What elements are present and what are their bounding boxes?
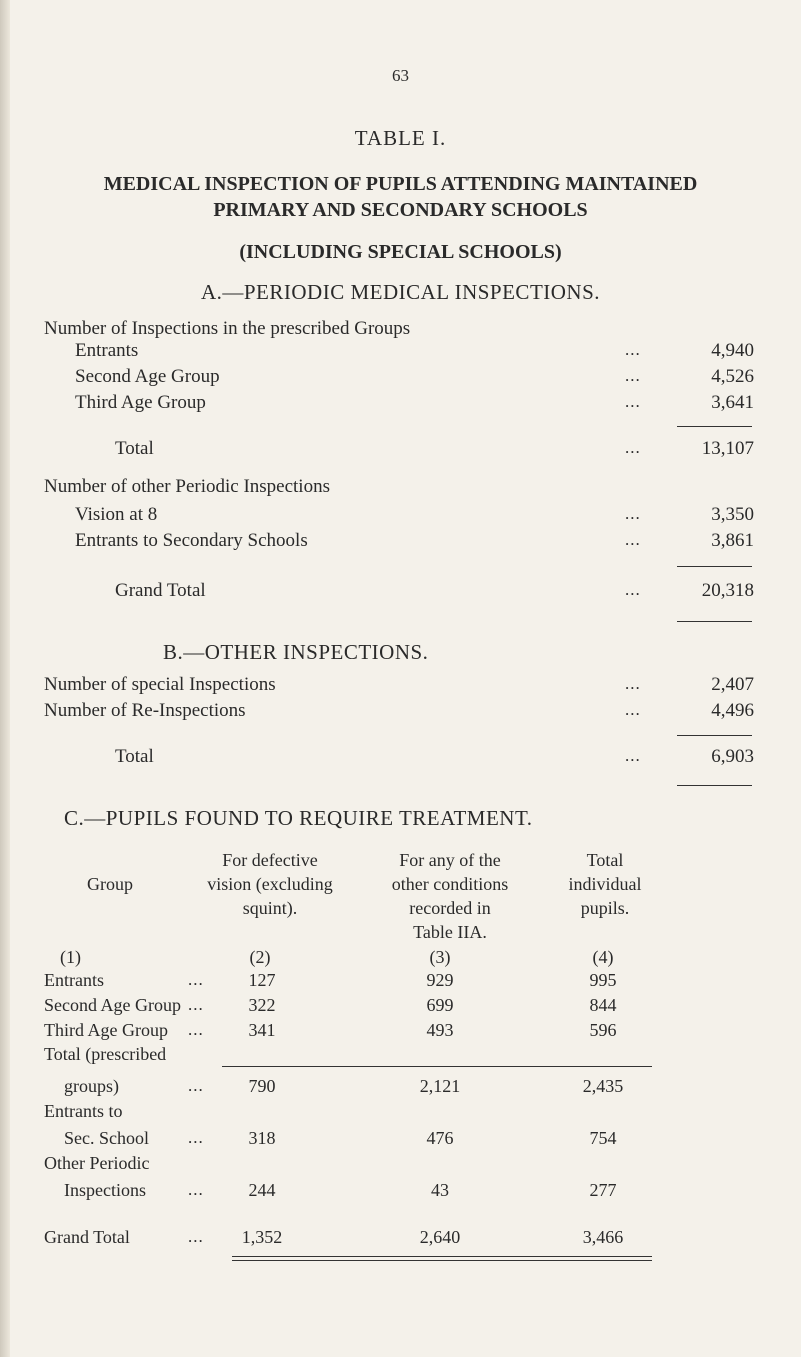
total-rule (677, 785, 752, 786)
c-row-label-total-prescribed-line1: Total (prescribed (44, 1044, 167, 1064)
row-label-second-age: Second Age Group (75, 366, 220, 387)
col-num-4: (4) (592, 947, 614, 967)
col-header-vision-line1: For defective (222, 850, 318, 870)
c-third-age-total: 596 (589, 1020, 617, 1040)
c-row-label-second-age: Second Age Group (44, 995, 181, 1015)
leader-dots: ... (625, 580, 641, 599)
section-a-title: A.—PERIODIC MEDICAL INSPECTIONS. (200, 280, 601, 304)
section-c-title: C.—PUPILS FOUND TO REQUIRE TREATMENT. (64, 806, 533, 830)
subtotal-rule (677, 426, 752, 427)
col-header-other-line3: recorded in (409, 898, 491, 918)
row-label-entrants-secondary: Entrants to Secondary Schools (75, 530, 308, 551)
c-entrants-sec-total: 754 (589, 1128, 617, 1148)
col-num-1: (1) (60, 947, 81, 967)
value-third-age: 3,641 (711, 392, 754, 413)
c-entrants-total: 995 (589, 970, 617, 990)
subtotal-rule (677, 566, 752, 567)
leader-dots: ... (625, 530, 641, 549)
leader-dots: ... (625, 674, 641, 693)
value-entrants: 4,940 (711, 340, 754, 361)
leader-dots: ... (625, 340, 641, 359)
heading-line-1: MEDICAL INSPECTION OF PUPILS ATTENDING MAINTAINED (103, 173, 698, 195)
c-other-periodic-other: 43 (431, 1180, 449, 1200)
table-title: TABLE I. (354, 126, 447, 150)
page-number: 63 (392, 66, 409, 85)
row-label-vision: Vision at 8 (75, 504, 158, 525)
col-header-other-line2: other conditions (391, 874, 509, 894)
col-header-group: Group (87, 874, 133, 894)
c-third-age-other: 493 (426, 1020, 454, 1040)
col-num-3: (3) (429, 947, 451, 967)
other-periodic-label: Number of other Periodic Inspections (44, 476, 330, 497)
table-bottom-rule (232, 1256, 652, 1257)
col-header-total-line1: Total (586, 850, 624, 870)
leader-dots: ... (625, 700, 641, 719)
c-entrants-other: 929 (426, 970, 454, 990)
c-total-prescribed-total: 2,435 (582, 1076, 624, 1096)
value-vision: 3,350 (711, 504, 754, 525)
col-header-vision-line2: vision (excluding (207, 874, 333, 894)
total-value: 13,107 (701, 438, 754, 459)
leader-dots: ... (188, 1128, 204, 1147)
c-row-label-third-age: Third Age Group (44, 1020, 168, 1040)
c-second-age-other: 699 (426, 995, 454, 1015)
leader-dots: ... (625, 366, 641, 385)
c-entrants-vision: 127 (248, 970, 276, 990)
value-special: 2,407 (711, 674, 754, 695)
leader-dots: ... (625, 392, 641, 411)
c-other-periodic-total: 277 (589, 1180, 617, 1200)
c-row-label-entrants-sec-line2: Sec. School (64, 1128, 149, 1148)
section-a-groups-label: Number of Inspections in the prescribed Groups (44, 318, 411, 339)
c-row-label-total-prescribed-line2: groups) (64, 1076, 119, 1096)
c-total-prescribed-other: 2,121 (419, 1076, 461, 1096)
total-rule (677, 621, 752, 622)
c-other-periodic-vision: 244 (248, 1180, 276, 1200)
leader-dots: ... (188, 1227, 204, 1246)
c-entrants-sec-vision: 318 (248, 1128, 276, 1148)
table-bottom-rule (232, 1260, 652, 1261)
c-second-age-vision: 322 (248, 995, 276, 1015)
c-row-label-entrants: Entrants (44, 970, 104, 990)
c-total-prescribed-vision: 790 (248, 1076, 276, 1096)
heading-line-2: PRIMARY AND SECONDARY SCHOOLS (213, 199, 588, 221)
leader-dots: ... (188, 995, 204, 1014)
leader-dots: ... (188, 970, 204, 989)
c-second-age-total: 844 (589, 995, 617, 1015)
section-b-title: B.—OTHER INSPECTIONS. (163, 640, 429, 664)
grand-total-value: 20,318 (701, 580, 754, 601)
leader-dots: ... (625, 746, 641, 765)
col-header-total-line2: individual (568, 874, 642, 894)
col-header-total-line3: pupils. (580, 898, 630, 918)
row-label-third-age: Third Age Group (75, 392, 206, 413)
subtotal-rule (677, 735, 752, 736)
col-header-other-line1: For any of the (399, 850, 501, 870)
leader-dots: ... (188, 1180, 204, 1199)
c-grand-total-other: 2,640 (419, 1227, 461, 1247)
leader-dots: ... (188, 1076, 204, 1095)
c-third-age-vision: 341 (248, 1020, 276, 1040)
row-label-entrants: Entrants (75, 340, 139, 361)
total-label: Total (115, 438, 154, 459)
col-header-vision-line3: squint). (242, 898, 298, 918)
row-label-reinspections: Number of Re-Inspections (44, 700, 246, 721)
c-row-label-grand-total: Grand Total (44, 1227, 130, 1247)
col-num-2: (2) (249, 947, 271, 967)
c-grand-total-total: 3,466 (582, 1227, 624, 1247)
value-entrants-secondary: 3,861 (711, 530, 754, 551)
value-reinspections: 4,496 (711, 700, 754, 721)
c-row-label-other-periodic-line1: Other Periodic (44, 1153, 150, 1173)
grand-total-label: Grand Total (115, 580, 206, 601)
section-b-total-label: Total (115, 746, 154, 767)
c-grand-total-vision: 1,352 (241, 1227, 283, 1247)
value-second-age: 4,526 (711, 366, 754, 387)
table-rule (222, 1066, 652, 1067)
heading-line-3: (INCLUDING SPECIAL SCHOOLS) (239, 241, 562, 263)
c-entrants-sec-other: 476 (426, 1128, 454, 1148)
c-row-label-other-periodic-line2: Inspections (64, 1180, 146, 1200)
section-b-total-value: 6,903 (711, 746, 754, 767)
leader-dots: ... (625, 504, 641, 523)
c-row-label-entrants-sec-line1: Entrants to (44, 1101, 123, 1121)
leader-dots: ... (188, 1020, 204, 1039)
row-label-special: Number of special Inspections (44, 674, 276, 695)
col-header-other-line4: Table IIA. (413, 922, 487, 942)
leader-dots: ... (625, 438, 641, 457)
